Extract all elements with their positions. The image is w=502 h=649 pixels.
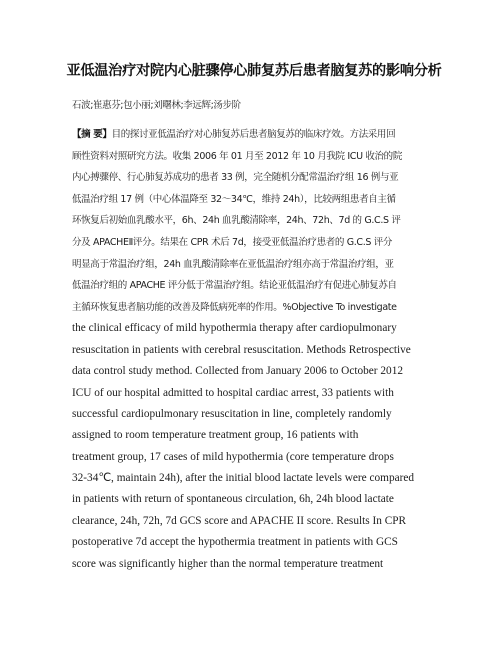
abstract-line: 环恢复后初始血乳酸水平，6h、24h 血乳酸清除率，24h、72h、7d 的 G.C.S 评 [72,215,401,227]
abstract-line: treatment group, 17 cases of mild hypothermia (core temperature drops [72,450,394,463]
abstract-line: 主循环恢复患者脑功能的改善及降低病死率的作用。%Objective To investigate [72,301,397,313]
abstract-line: 低温治疗组的 APACHE 评分低于常温治疗组。结论亚低温治疗有促进心肺复苏自 [72,280,397,292]
abstract-line: clearance, 24h, 72h, 7d GCS score and APACHE II score. Results In CPR [72,514,407,527]
abstract-label: 【摘 要】 [72,129,112,140]
abstract-line: ICU of our hospital admitted to hospital cardiac arrest, 33 patients with [72,386,394,399]
paper-authors: 石波;崔惠芬;包小丽;刘曙林;李远辉;汤步阶 [72,100,241,111]
abstract-line: successful cardiopulmonary resuscitation in line, completely randomly [72,407,392,420]
abstract-line: the clinical efficacy of mild hypothermia therapy after cardiopulmonary [72,322,397,335]
abstract-line: resuscitation in patients with cerebral resuscitation. Methods Retrospective [72,343,411,356]
abstract-line: assigned to room temperature treatment group, 16 patients with [72,429,359,442]
abstract-line: 分及 APACHEⅡ评分。结果在 CPR 术后 7d，接受亚低温治疗患者的 G.C.S 评分 [72,236,393,248]
abstract-line: 顾性资料对照研究方法。收集 2006 年 01 月至 2012 年 10 月我院 ICU 收治的院 [72,150,402,162]
paper-title: 亚低温治疗对院内心脏骤停心肺复苏后患者脑复苏的影响分析 [66,63,442,79]
abstract-line [72,124,472,146]
abstract-line: 32-34℃, maintain 24h), after the initial blood lactate levels were compared [72,472,415,485]
abstract-line: 低温治疗组 17 例（中心体温降至 32～34℃，维持 24h），比较两组患者自主循 [72,193,396,205]
abstract-line: data control study method. Collected from January 2006 to October 2012 [72,365,403,378]
abstract [72,124,472,575]
abstract-line: 明显高于常温治疗组，24h 血乳酸清除率在亚低温治疗组亦高于常温治疗组，亚 [72,258,394,270]
abstract-line: in patients with return of spontaneous circulation, 6h, 24h blood lactate [72,493,394,506]
abstract-line: 内心搏骤停、行心肺复苏成功的患者 33 例，完全随机分配常温治疗组 16 例与亚 [72,172,399,184]
abstract-line: postoperative 7d accept the hypothermia treatment in patients with GCS [72,536,398,549]
abstract-text: 目的探讨亚低温治疗对心肺复苏后患者脑复苏的临床疗效。方法采用回 [111,129,396,140]
abstract-line: score was significantly higher than the normal temperature treatment [72,557,384,570]
